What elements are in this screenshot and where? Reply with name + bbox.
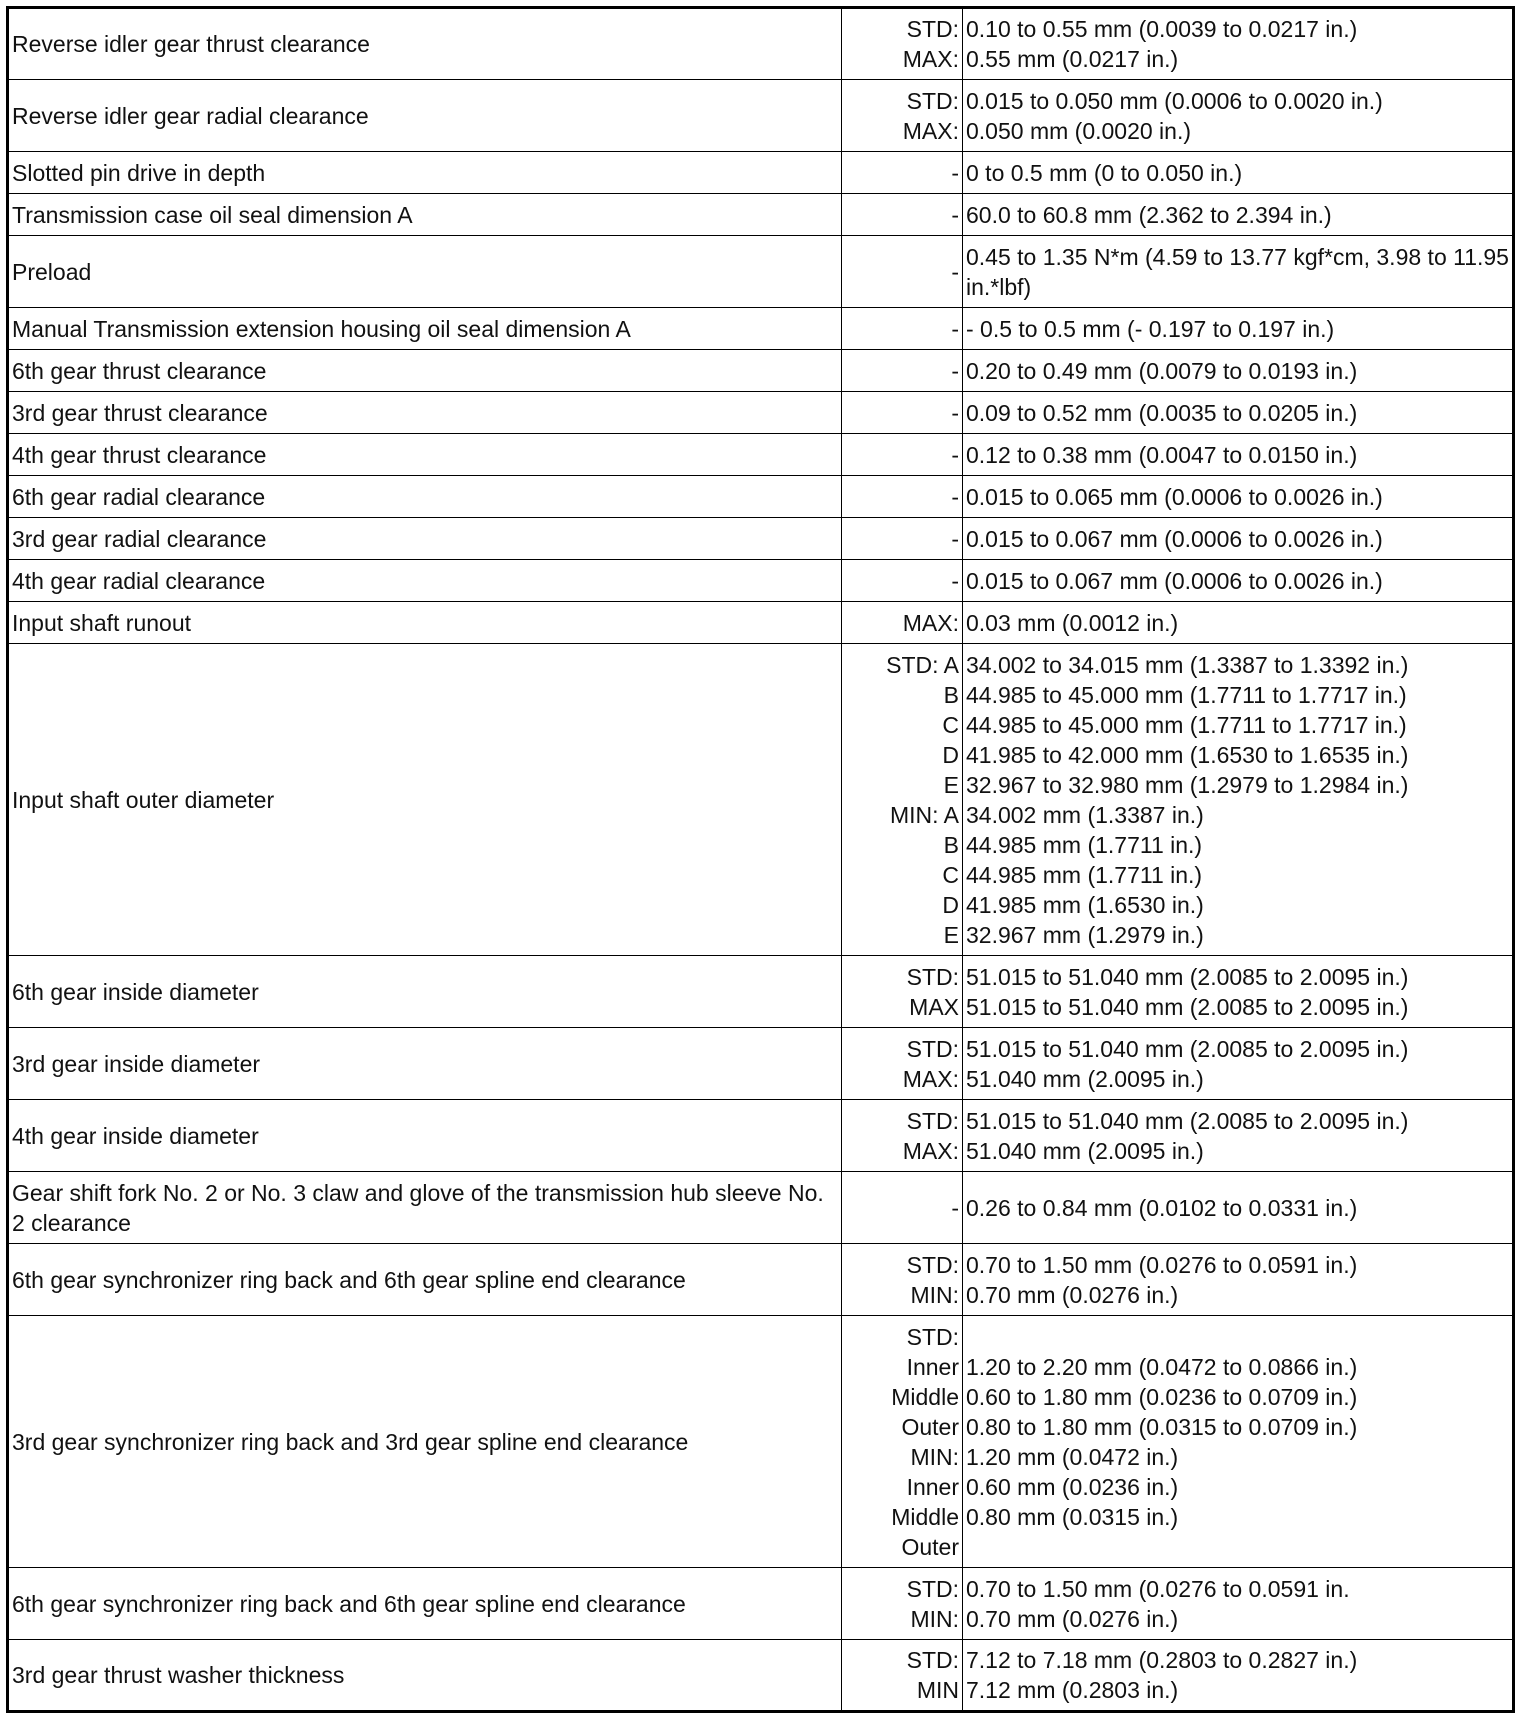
spec-value: 0.015 to 0.067 mm (0.0006 to 0.0026 in.) (966, 567, 1383, 594)
spec-value-cell (963, 1244, 1514, 1316)
spec-value: 60.0 to 60.8 mm (2.362 to 2.394 in.) (966, 201, 1332, 228)
spec-value: 0.09 to 0.52 mm (0.0035 to 0.0205 in.) (966, 399, 1358, 426)
spec-label: - (951, 315, 959, 342)
table-row (8, 8, 1514, 80)
spec-label: STD: (906, 87, 959, 114)
spec-label: MAX (909, 993, 959, 1020)
spec-label: D (942, 891, 959, 918)
spec-value-cell (963, 8, 1514, 80)
spec-value-cell (963, 194, 1514, 236)
spec-label: MIN: (910, 1281, 959, 1308)
spec-value: 0.015 to 0.050 mm (0.0006 to 0.0020 in.) (966, 87, 1383, 114)
spec-value: 0.70 mm (0.0276 in.) (966, 1281, 1179, 1308)
spec-value-cell (963, 350, 1514, 392)
spec-item: 3rd gear inside diameter (8, 1028, 842, 1100)
table-row (8, 1100, 1514, 1172)
spec-label-cell (842, 560, 963, 602)
spec-label: E (943, 771, 959, 798)
table-row (8, 560, 1514, 602)
spec-value: 0.55 mm (0.0217 in.) (966, 46, 1179, 72)
spec-label: - (951, 258, 959, 285)
spec-value: 0 to 0.5 mm (0 to 0.050 in.) (966, 159, 1243, 186)
spec-value (966, 1532, 1509, 1562)
spec-value-cell (963, 476, 1514, 518)
spec-label-cell (842, 8, 963, 80)
table-row (8, 1640, 1514, 1712)
spec-label-cell (842, 80, 963, 152)
spec-label: C (942, 861, 959, 888)
table-row (8, 434, 1514, 476)
spec-label-cell (842, 392, 963, 434)
spec-value: 0.12 to 0.38 mm (0.0047 to 0.0150 in.) (966, 441, 1358, 468)
spec-label-cell (842, 1244, 963, 1316)
spec-value-cell (963, 644, 1514, 956)
spec-label: STD: (906, 1251, 959, 1278)
table-row (8, 152, 1514, 194)
spec-table-body (8, 8, 1514, 1712)
spec-value: 51.015 to 51.040 mm (2.0085 to 2.0095 in.) (966, 1107, 1409, 1134)
spec-label-cell (842, 1100, 963, 1172)
spec-value: 7.12 mm (0.2803 in.) (966, 1677, 1179, 1703)
spec-item: 6th gear synchronizer ring back and 6th gear spline end clearance (8, 1568, 842, 1640)
spec-value-cell (963, 80, 1514, 152)
spec-label: Inner (906, 1473, 959, 1500)
spec-label-cell (842, 1568, 963, 1640)
spec-item: 6th gear radial clearance (8, 476, 842, 518)
spec-value: 51.040 mm (2.0095 in.) (966, 1065, 1204, 1092)
table-row (8, 236, 1514, 308)
spec-label-cell (842, 236, 963, 308)
spec-item: 3rd gear thrust washer thickness (8, 1640, 842, 1712)
spec-label: STD: (906, 1323, 959, 1350)
spec-value: 0.60 mm (0.0236 in.) (966, 1473, 1179, 1500)
spec-value: 34.002 mm (1.3387 in.) (966, 801, 1204, 828)
table-row (8, 602, 1514, 644)
spec-label-cell (842, 602, 963, 644)
spec-value-cell (963, 518, 1514, 560)
spec-label: - (951, 399, 959, 426)
spec-value: 41.985 mm (1.6530 in.) (966, 891, 1204, 918)
spec-label-cell (842, 152, 963, 194)
spec-label-cell (842, 1172, 963, 1244)
spec-label: STD: A (886, 651, 959, 678)
spec-label: D (942, 741, 959, 768)
table-row (8, 1028, 1514, 1100)
spec-label: - (951, 201, 959, 228)
spec-value-cell (963, 152, 1514, 194)
spec-label: STD: (906, 1035, 959, 1062)
spec-label: STD: (906, 16, 959, 42)
spec-item: Preload (8, 236, 842, 308)
spec-label: MIN: (910, 1443, 959, 1470)
table-row (8, 476, 1514, 518)
table-row (8, 956, 1514, 1028)
spec-label: STD: (906, 1575, 959, 1602)
spec-label: MAX: (902, 609, 959, 636)
table-row (8, 1172, 1514, 1244)
table-row (8, 1316, 1514, 1568)
spec-value: - 0.5 to 0.5 mm (- 0.197 to 0.197 in.) (966, 315, 1335, 342)
spec-label: B (943, 831, 959, 858)
spec-value: 34.002 to 34.015 mm (1.3387 to 1.3392 in.) (966, 651, 1409, 678)
spec-item: 6th gear thrust clearance (8, 350, 842, 392)
spec-label: - (951, 357, 959, 384)
spec-label-cell (842, 518, 963, 560)
spec-value: 0.80 to 1.80 mm (0.0315 to 0.0709 in.) (966, 1413, 1358, 1440)
spec-value: 0.45 to 1.35 N*m (4.59 to 13.77 kgf*cm, 3.98 to 11.95 in.*lbf) (966, 243, 1509, 300)
table-row (8, 518, 1514, 560)
spec-item: 4th gear radial clearance (8, 560, 842, 602)
spec-value-cell (963, 236, 1514, 308)
spec-label-cell (842, 644, 963, 956)
table-row (8, 194, 1514, 236)
spec-value-cell (963, 392, 1514, 434)
spec-label: - (951, 525, 959, 552)
spec-item: Reverse idler gear thrust clearance (8, 8, 842, 80)
spec-label: MAX: (902, 46, 959, 72)
spec-value: 32.967 mm (1.2979 in.) (966, 921, 1204, 948)
spec-label: - (951, 1194, 959, 1221)
spec-value: 0.70 to 1.50 mm (0.0276 to 0.0591 in.) (966, 1251, 1358, 1278)
spec-label: C (942, 711, 959, 738)
spec-label: MIN: A (889, 801, 959, 828)
spec-value: 0.70 to 1.50 mm (0.0276 to 0.0591 in. (966, 1575, 1350, 1602)
spec-value: 32.967 to 32.980 mm (1.2979 to 1.2984 in.) (966, 771, 1409, 798)
spec-label: B (943, 681, 959, 708)
spec-value-cell (963, 308, 1514, 350)
spec-value: 44.985 mm (1.7711 in.) (966, 831, 1203, 858)
spec-item: 3rd gear thrust clearance (8, 392, 842, 434)
spec-value: 0.26 to 0.84 mm (0.0102 to 0.0331 in.) (966, 1194, 1358, 1221)
spec-value: 1.20 to 2.20 mm (0.0472 to 0.0866 in.) (966, 1353, 1358, 1380)
spec-value-cell (963, 1568, 1514, 1640)
table-row (8, 1568, 1514, 1640)
table-row (8, 1244, 1514, 1316)
spec-label-cell (842, 1316, 963, 1568)
spec-label: STD: (906, 1107, 959, 1134)
spec-label: MAX: (902, 1137, 959, 1164)
spec-label: STD: (906, 1647, 959, 1673)
spec-value: 0.60 to 1.80 mm (0.0236 to 0.0709 in.) (966, 1383, 1358, 1410)
spec-value-cell (963, 1316, 1514, 1568)
spec-value: 7.12 to 7.18 mm (0.2803 to 0.2827 in.) (966, 1647, 1358, 1673)
spec-label-cell (842, 434, 963, 476)
spec-value-cell (963, 956, 1514, 1028)
spec-value-cell (963, 1100, 1514, 1172)
table-row (8, 644, 1514, 956)
spec-value: 51.040 mm (2.0095 in.) (966, 1137, 1204, 1164)
spec-value: 0.80 mm (0.0315 in.) (966, 1503, 1179, 1530)
spec-label: Middle (891, 1383, 959, 1410)
spec-value: 51.015 to 51.040 mm (2.0085 to 2.0095 in.) (966, 1035, 1409, 1062)
table-row (8, 350, 1514, 392)
spec-label: - (951, 159, 959, 186)
spec-item: 3rd gear radial clearance (8, 518, 842, 560)
table-row (8, 80, 1514, 152)
spec-item: 4th gear inside diameter (8, 1100, 842, 1172)
spec-value: 0.050 mm (0.0020 in.) (966, 117, 1192, 144)
spec-label-cell (842, 308, 963, 350)
spec-value: 0.015 to 0.065 mm (0.0006 to 0.0026 in.) (966, 483, 1383, 510)
spec-value: 44.985 to 45.000 mm (1.7711 to 1.7717 in.) (966, 681, 1407, 708)
spec-item: 6th gear inside diameter (8, 956, 842, 1028)
spec-label-cell (842, 350, 963, 392)
spec-value: 0.70 mm (0.0276 in.) (966, 1605, 1179, 1632)
spec-value: 0.20 to 0.49 mm (0.0079 to 0.0193 in.) (966, 357, 1358, 384)
table-row (8, 308, 1514, 350)
spec-label: - (951, 567, 959, 594)
spec-value: 0.03 mm (0.0012 in.) (966, 609, 1179, 636)
spec-value: 1.20 mm (0.0472 in.) (966, 1443, 1179, 1470)
spec-value-cell (963, 1172, 1514, 1244)
spec-item: Manual Transmission extension housing oil seal dimension A (8, 308, 842, 350)
spec-label: MAX: (902, 117, 959, 144)
spec-value-cell (963, 1640, 1514, 1712)
spec-label: Outer (901, 1533, 959, 1560)
spec-item: 6th gear synchronizer ring back and 6th gear spline end clearance (8, 1244, 842, 1316)
spec-item: 3rd gear synchronizer ring back and 3rd gear spline end clearance (8, 1316, 842, 1568)
spec-label: E (943, 921, 959, 948)
spec-label-cell (842, 476, 963, 518)
spec-item: Transmission case oil seal dimension A (8, 194, 842, 236)
spec-value-cell (963, 1028, 1514, 1100)
spec-value: 0.10 to 0.55 mm (0.0039 to 0.0217 in.) (966, 16, 1358, 42)
spec-label: - (951, 441, 959, 468)
spec-label: Middle (891, 1503, 959, 1530)
spec-value (966, 1322, 1509, 1352)
spec-value-cell (963, 434, 1514, 476)
spec-item: Slotted pin drive in depth (8, 152, 842, 194)
spec-label: MAX: (902, 1065, 959, 1092)
spec-value: 44.985 mm (1.7711 in.) (966, 861, 1203, 888)
spec-item: Gear shift fork No. 2 or No. 3 claw and glove of the transmission hub sleeve No. 2 clearance (8, 1172, 842, 1244)
spec-label: - (951, 483, 959, 510)
spec-label-cell (842, 1028, 963, 1100)
spec-value: 41.985 to 42.000 mm (1.6530 to 1.6535 in.) (966, 741, 1409, 768)
spec-value: 0.015 to 0.067 mm (0.0006 to 0.0026 in.) (966, 525, 1383, 552)
spec-value: 44.985 to 45.000 mm (1.7711 to 1.7717 in.) (966, 711, 1407, 738)
spec-value-cell (963, 602, 1514, 644)
spec-item: Input shaft outer diameter (8, 644, 842, 956)
spec-label: STD: (906, 963, 959, 990)
spec-label: MIN (916, 1677, 959, 1703)
spec-table (6, 6, 1515, 1713)
spec-label: Outer (901, 1413, 959, 1440)
spec-item: Reverse idler gear radial clearance (8, 80, 842, 152)
table-row (8, 392, 1514, 434)
spec-value: 51.015 to 51.040 mm (2.0085 to 2.0095 in.) (966, 963, 1409, 990)
spec-label-cell (842, 1640, 963, 1712)
spec-label-cell (842, 194, 963, 236)
spec-label: Inner (906, 1353, 959, 1380)
spec-label: MIN: (910, 1605, 959, 1632)
spec-item: Input shaft runout (8, 602, 842, 644)
spec-item: 4th gear thrust clearance (8, 434, 842, 476)
spec-value: 51.015 to 51.040 mm (2.0085 to 2.0095 in.) (966, 993, 1409, 1020)
spec-value-cell (963, 560, 1514, 602)
spec-label-cell (842, 956, 963, 1028)
